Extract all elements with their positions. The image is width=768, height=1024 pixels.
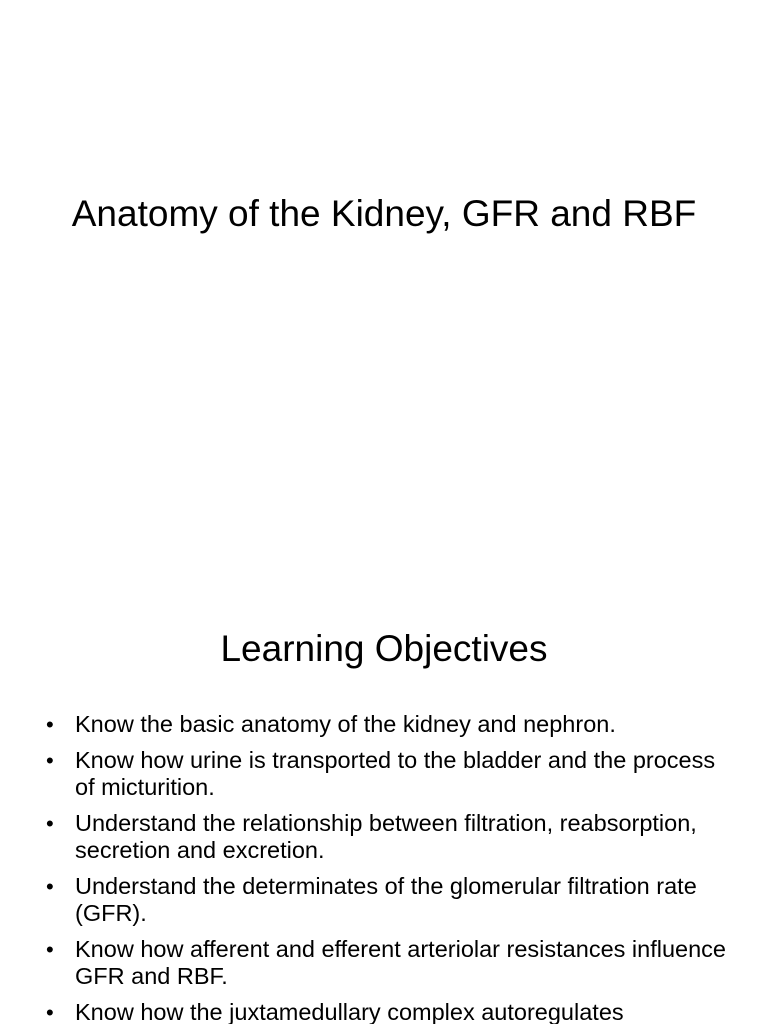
list-item: [46, 711, 728, 738]
objective-text: Know how afferent and efferent arteriolar resistances influence GFR and RBF.: [75, 936, 726, 989]
slide-heading: Learning Objectives: [220, 628, 548, 669]
list-item: [46, 873, 728, 927]
presentation-title: Anatomy of the Kidney, GFR and RBF: [71, 193, 697, 234]
bullet-icon: •: [46, 748, 54, 773]
bullet-icon: •: [46, 937, 54, 962]
list-item: [46, 810, 728, 864]
objective-text: Know the basic anatomy of the kidney and nephron.: [75, 711, 616, 737]
bullet-icon: •: [46, 874, 54, 899]
bullet-icon: •: [46, 1000, 54, 1024]
objective-text: Know how the juxtamedullary complex autoregulates: [75, 999, 624, 1024]
objectives-list: [46, 711, 728, 1024]
list-item: [46, 936, 728, 990]
objectives-slide: [0, 576, 768, 1024]
objective-text: Know how urine is transported to the bladder and the process of micturition.: [75, 747, 716, 800]
bullet-icon: •: [46, 712, 54, 737]
objective-text: Understand the relationship between filtration, reabsorption, secretion and excretion.: [75, 810, 697, 863]
bullet-icon: •: [46, 811, 54, 836]
list-item: [46, 747, 728, 801]
objective-text: Understand the determinates of the glomerular filtration rate (GFR).: [75, 873, 697, 926]
list-item: [46, 999, 728, 1024]
